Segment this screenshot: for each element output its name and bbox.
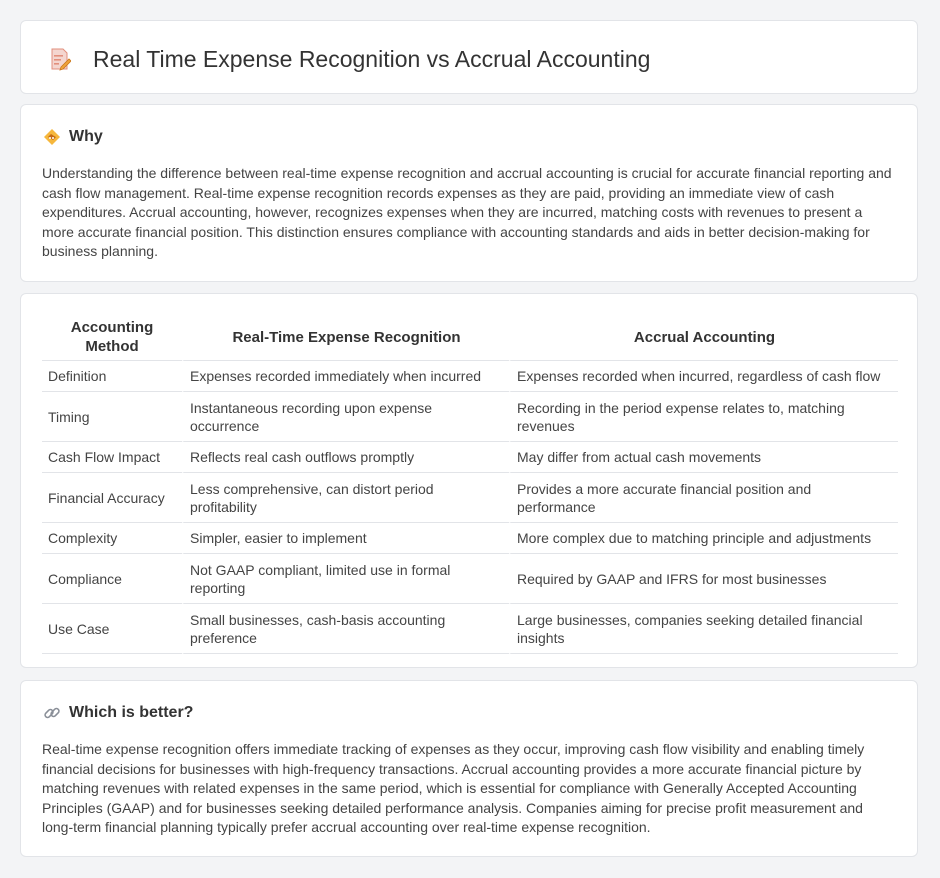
- why-paragraph: Understanding the difference between real-time expense recognition and accrual accounting is crucial for accurate financial reporting and cash flow management. Real-time expense recognition records expenses as they are paid, providing an immediate view of cash expenditures. Accrual accounting, however, recognizes expenses when they are incurred, matching costs with revenues to present a more accurate financial position. This distinction ensures compliance with accounting standards and aids in better decision-making for business planning.: [42, 165, 892, 259]
- table-header-row: [42, 314, 898, 361]
- header-real-time: Real-Time Expense Recognition: [182, 314, 509, 361]
- header-accounting-method: Accounting Method: [42, 314, 182, 361]
- accrual-cell: May differ from actual cash movements: [509, 442, 898, 473]
- real-time-cell: Not GAAP compliant, limited use in formal reporting: [182, 554, 509, 604]
- title-bar: [49, 45, 650, 73]
- handshake-icon: [43, 128, 61, 146]
- real-time-cell: Instantaneous recording upon expense occurrence: [182, 392, 509, 442]
- header-accrual: Accrual Accounting: [509, 314, 898, 361]
- accrual-cell: More complex due to matching principle and adjustments: [509, 523, 898, 554]
- which-is-better-section: [20, 680, 918, 857]
- comparison-table-card: [20, 293, 918, 668]
- real-time-cell: Expenses recorded immediately when incurred: [182, 361, 509, 392]
- row-label: Use Case: [42, 604, 182, 654]
- better-paragraph: Real-time expense recognition offers immediate tracking of expenses as they occur, improving cash flow visibility and enabling timely financial decisions for businesses with high-frequency transactions. Accrual accounting provides a more accurate financial picture by matching revenues with related expenses in the same period, which is essential for compliance with Generally Accepted Accounting Principles (GAAP) and for businesses seeking detailed performance analysis. Companies aiming for precise profit measurement and long-term financial planning typically prefer accrual accounting over real-time expense recognition.: [42, 741, 865, 835]
- accrual-cell: Large businesses, companies seeking detailed financial insights: [509, 604, 898, 654]
- table-row: [42, 523, 898, 554]
- accrual-cell: Recording in the period expense relates to, matching revenues: [509, 392, 898, 442]
- why-heading: Why: [69, 128, 103, 145]
- document-pencil-icon: [49, 47, 71, 71]
- better-heading: Which is better?: [69, 704, 194, 721]
- table-row: [42, 554, 898, 604]
- row-label: Timing: [42, 392, 182, 442]
- link-icon: [43, 704, 61, 722]
- title-card: [20, 20, 918, 94]
- row-label: Complexity: [42, 523, 182, 554]
- table-row: [42, 473, 898, 523]
- better-header: [43, 703, 193, 723]
- real-time-cell: Small businesses, cash-basis accounting preference: [182, 604, 509, 654]
- accrual-cell: Expenses recorded when incurred, regardless of cash flow: [509, 361, 898, 392]
- row-label: Financial Accuracy: [42, 473, 182, 523]
- row-label: Cash Flow Impact: [42, 442, 182, 473]
- real-time-cell: Less comprehensive, can distort period profitability: [182, 473, 509, 523]
- table-row: [42, 442, 898, 473]
- row-label: Compliance: [42, 554, 182, 604]
- real-time-cell: Reflects real cash outflows promptly: [182, 442, 509, 473]
- page-title: Real Time Expense Recognition vs Accrual Accounting: [93, 46, 651, 72]
- real-time-cell: Simpler, easier to implement: [182, 523, 509, 554]
- table-row: [42, 604, 898, 654]
- table-row: [42, 361, 898, 392]
- why-section: [20, 104, 918, 282]
- why-header: [43, 127, 103, 147]
- accrual-cell: Required by GAAP and IFRS for most businesses: [509, 554, 898, 604]
- comparison-table: [42, 314, 898, 654]
- row-label: Definition: [42, 361, 182, 392]
- accrual-cell: Provides a more accurate financial position and performance: [509, 473, 898, 523]
- table-row: [42, 392, 898, 442]
